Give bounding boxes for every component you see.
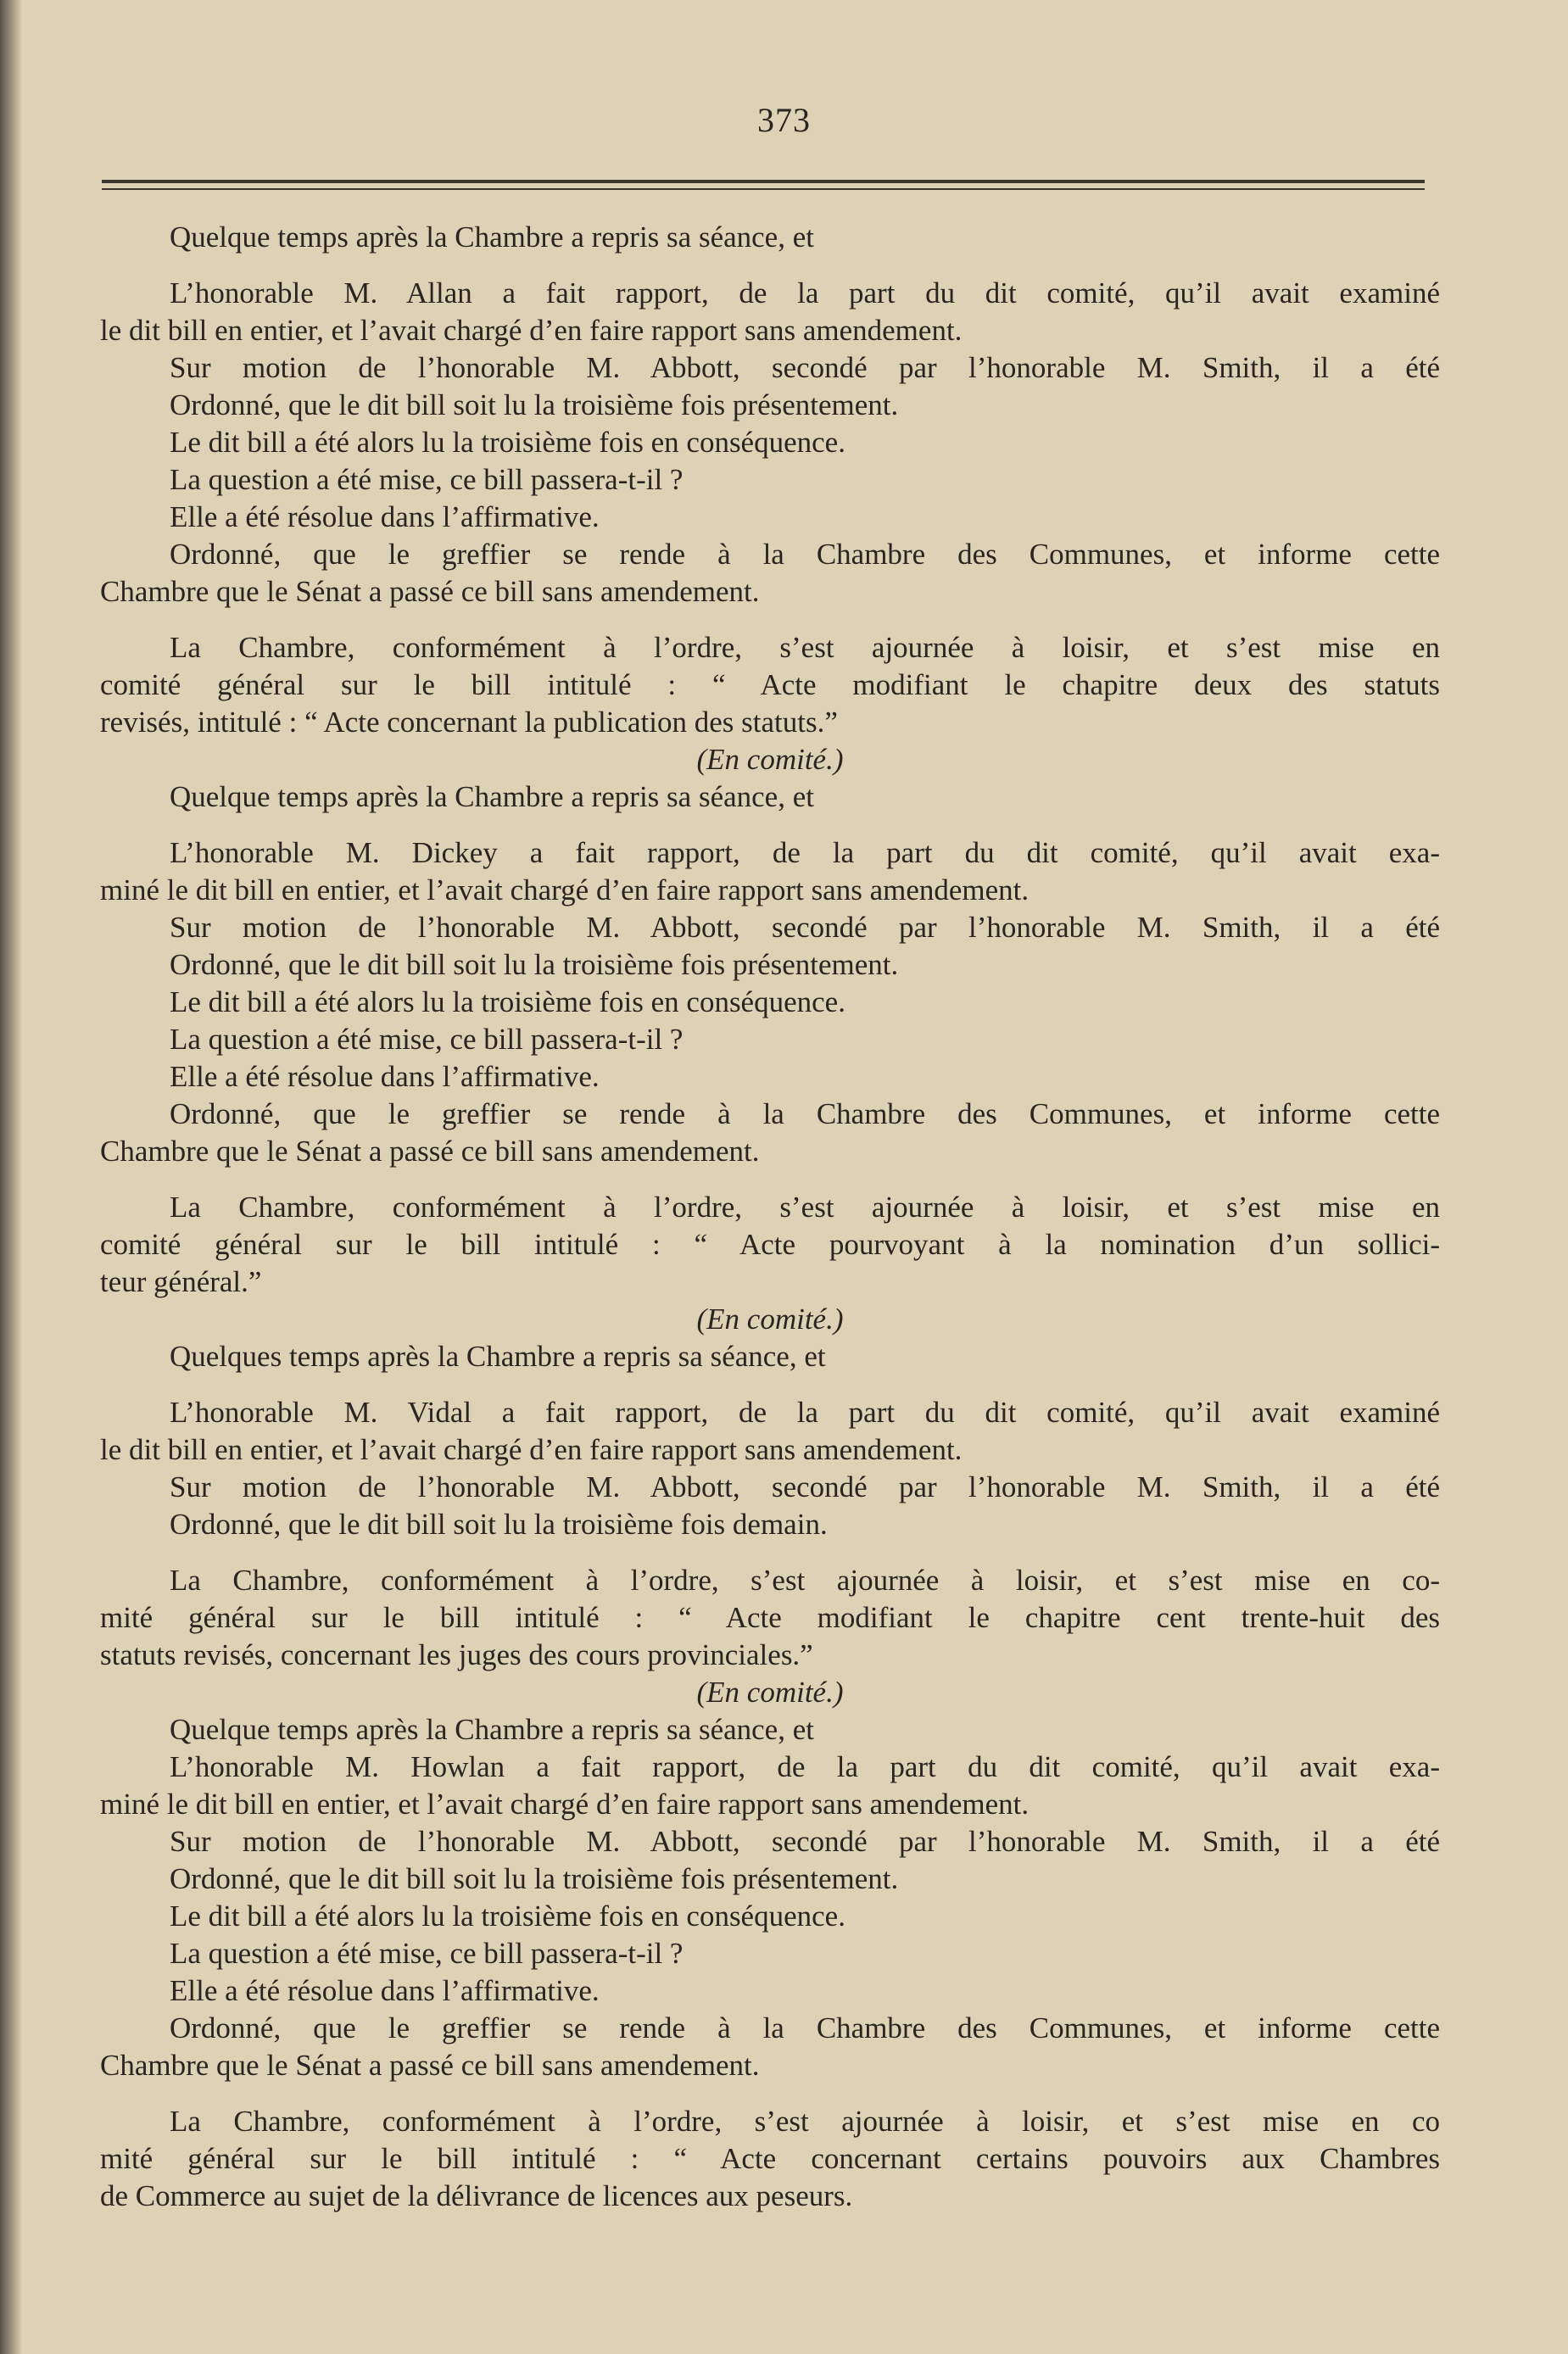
text-line: comité général sur le bill intitulé : “ Acte pourvoyant à la nomination d’un sollici- (100, 1228, 1440, 1261)
text-line: mité général sur le bill intitulé : “ Acte modifiant le chapitre cent trente-huit des (100, 1601, 1440, 1634)
text-line: Le dit bill a été alors lu la troisième fois en conséquence. (170, 1899, 845, 1933)
text-line: L’honorable M. Allan a fait rapport, de la part du dit comité, qu’il avait examiné (170, 276, 1440, 310)
text-line: L’honorable M. Dickey a fait rapport, de la part du dit comité, qu’il avait exa- (170, 836, 1440, 869)
text-line: La question a été mise, ce bill passera-t-il ? (170, 1937, 684, 1970)
text-line: La Chambre, conformément à l’ordre, s’est ajournée à loisir, et s’est mise en co- (170, 1564, 1440, 1597)
text-line: Elle a été résolue dans l’affirmative. (170, 1060, 600, 1093)
text-line: Quelque temps après la Chambre a repris sa séance, et (170, 780, 814, 813)
header-rule-thin (102, 188, 1425, 190)
text-line: Sur motion de l’honorable M. Abbott, secondé par l’honorable M. Smith, il a été (170, 911, 1440, 944)
page-number: 373 (757, 101, 811, 139)
text-line: Chambre que le Sénat a passé ce bill sans amendement. (100, 1135, 760, 1168)
text-line: Sur motion de l’honorable M. Abbott, secondé par l’honorable M. Smith, il a été (170, 351, 1440, 384)
text-line: La question a été mise, ce bill passera-t-il ? (170, 1023, 684, 1056)
paragraph-gap (100, 256, 1440, 275)
text-line: le dit bill en entier, et l’avait chargé d’en faire rapport sans amendement. (100, 1433, 963, 1466)
text-line: Ordonné, que le dit bill soit lu la troisième fois présentement. (170, 948, 899, 981)
section-heading: (En comité.) (696, 1676, 844, 1709)
text-line: Ordonné, que le dit bill soit lu la troisième fois présentement. (170, 388, 899, 421)
text-line: Quelque temps après la Chambre a repris sa séance, et (170, 220, 814, 254)
section-heading: (En comité.) (696, 1303, 844, 1336)
section-heading: (En comité.) (696, 743, 844, 776)
text-line: le dit bill en entier, et l’avait chargé d’en faire rapport sans amendement. (100, 314, 963, 347)
text-line: Elle a été résolue dans l’affirmative. (170, 500, 600, 533)
text-line: L’honorable M. Howlan a fait rapport, de la part du dit comité, qu’il avait exa- (170, 1750, 1440, 1783)
text-line: La Chambre, conformément à l’ordre, s’est ajournée à loisir, et s’est mise en (170, 631, 1440, 664)
text-line: Le dit bill a été alors lu la troisième fois en conséquence. (170, 985, 845, 1018)
header-rule (102, 180, 1425, 183)
text-line: Ordonné, que le dit bill soit lu la troisième fois demain. (170, 1508, 828, 1541)
text-line: de Commerce au sujet de la délivrance de licences aux peseurs. (100, 2179, 853, 2212)
document-body (100, 219, 1440, 2215)
text-line: Chambre que le Sénat a passé ce bill sans amendement. (100, 2049, 760, 2082)
text-line: Elle a été résolue dans l’affirmative. (170, 1974, 600, 2007)
text-line: statuts revisés, concernant les juges des cours provinciales.” (100, 1638, 813, 1671)
page-binding-edge (0, 0, 22, 2354)
text-line: Quelque temps après la Chambre a repris sa séance, et (170, 1713, 814, 1746)
paragraph-gap (100, 2084, 1440, 2103)
text-line: revisés, intitulé : “ Acte concernant la publication des statuts.” (100, 706, 838, 739)
text-line: La Chambre, conformément à l’ordre, s’est ajournée à loisir, et s’est mise en (170, 1191, 1440, 1224)
text-line: Sur motion de l’honorable M. Abbott, secondé par l’honorable M. Smith, il a été (170, 1825, 1440, 1858)
text-line: teur général.” (100, 1265, 262, 1298)
text-line: La Chambre, conformément à l’ordre, s’est ajournée à loisir, et s’est mise en co (170, 2105, 1440, 2138)
text-line: miné le dit bill en entier, et l’avait chargé d’en faire rapport sans amendement. (100, 1788, 1030, 1821)
text-line: Sur motion de l’honorable M. Abbott, secondé par l’honorable M. Smith, il a été (170, 1470, 1440, 1503)
text-line: miné le dit bill en entier, et l’avait chargé d’en faire rapport sans amendement. (100, 873, 1030, 906)
text-line: Chambre que le Sénat a passé ce bill sans amendement. (100, 575, 760, 608)
paragraph-gap (100, 611, 1440, 629)
paragraph-gap (100, 1170, 1440, 1189)
text-line: Ordonné, que le dit bill soit lu la troisième fois présentement. (170, 1862, 899, 1895)
text-line: comité général sur le bill intitulé : “ Acte modifiant le chapitre deux des statuts (100, 668, 1440, 701)
text-line: L’honorable M. Vidal a fait rapport, de la part du dit comité, qu’il avait examiné (170, 1396, 1440, 1429)
text-line: La question a été mise, ce bill passera-t-il ? (170, 463, 684, 496)
text-line: Ordonné, que le greffier se rende à la Chambre des Communes, et informe cette (170, 2011, 1440, 2044)
text-line: Quelques temps après la Chambre a repris sa séance, et (170, 1340, 826, 1373)
paragraph-gap (100, 1375, 1440, 1394)
text-line: mité général sur le bill intitulé : “ Acte concernant certains pouvoirs aux Chambres (100, 2142, 1440, 2175)
text-line: Le dit bill a été alors lu la troisième fois en conséquence. (170, 426, 845, 459)
text-line: Ordonné, que le greffier se rende à la Chambre des Communes, et informe cette (170, 538, 1440, 571)
paragraph-gap (100, 816, 1440, 834)
paragraph-gap (100, 1543, 1440, 1562)
text-line: Ordonné, que le greffier se rende à la Chambre des Communes, et informe cette (170, 1097, 1440, 1130)
